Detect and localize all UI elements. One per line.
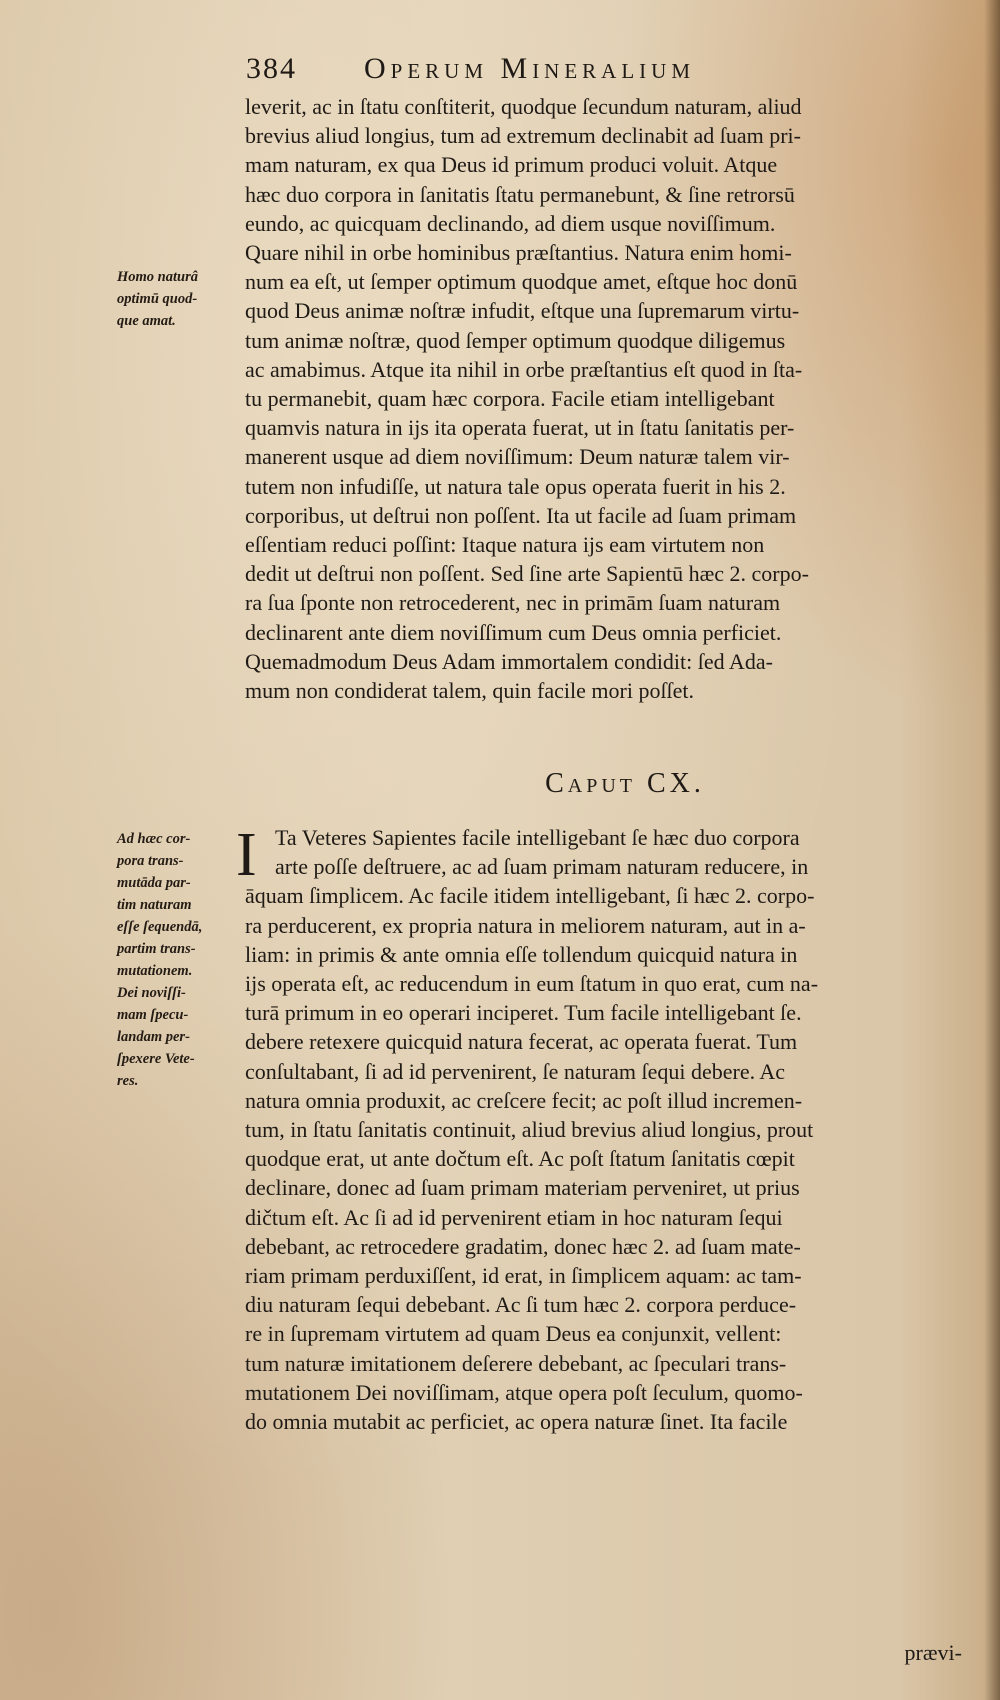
marginal-line: res. bbox=[117, 1073, 139, 1089]
text-line: Quemadmodum Deus Adam immortalem condidit: ſed Ada- bbox=[245, 648, 773, 674]
marginal-note-1 bbox=[117, 266, 198, 332]
text-line: riam primam perduxiſſent, id erat, in ſimplicem aquam: ac tam- bbox=[245, 1263, 802, 1289]
text-line: Ta Veteres Sapientes facile intelligebant ſe hæc duo corpora bbox=[275, 825, 800, 850]
page-edge-shadow bbox=[984, 0, 1000, 1700]
marginal-line: ſpexere Vete- bbox=[117, 1051, 195, 1067]
chapter-text-block bbox=[245, 823, 975, 1436]
text-line: mutationem Dei noviſſimam, atque opera poſt ſeculum, quomo- bbox=[245, 1379, 803, 1405]
text-line: debere retexere quicquid natura fecerat, ac operata fuerat. Tum bbox=[245, 1029, 798, 1055]
text-line: eundo, ac quicquam declinando, ad diem usque noviſſimum. bbox=[245, 210, 776, 236]
marginal-line: landam per- bbox=[117, 1029, 190, 1045]
marginal-line: mam ſpecu- bbox=[117, 1007, 189, 1023]
text-line: dedit ut deſtrui non poſſent. Sed ſine arte Sapientū hæc 2. corpo- bbox=[245, 561, 809, 587]
text-line: āquam ſimplicem. Ac facile itidem intelligebant, ſi hæc 2. corpo- bbox=[245, 883, 815, 909]
text-line: do omnia mutabit ac perficiet, ac opera naturæ ſinet. Ita facile bbox=[245, 1409, 788, 1435]
chapter-heading: Caput CX. bbox=[545, 768, 705, 799]
text-line: mum non condiderat talem, quin facile mori poſſet. bbox=[245, 678, 695, 704]
text-line: natura omnia produxit, ac creſcere fecit; ac poſt illud incremen- bbox=[245, 1087, 803, 1113]
marginal-line: mutationem. bbox=[117, 963, 193, 979]
text-line: manerent usque ad diem noviſſimum: Deum naturæ talem vir- bbox=[245, 444, 790, 470]
marginal-line: Dei noviſſi- bbox=[117, 985, 186, 1001]
marginal-line: Homo naturâ bbox=[117, 269, 198, 285]
text-line: arte poſſe deſtruere, ac ad ſuam primam naturam reducere, in bbox=[275, 854, 809, 880]
text-line: conſultabant, ſi ad id pervenirent, ſe naturam ſequi debere. Ac bbox=[245, 1058, 786, 1084]
page-number: 384 bbox=[246, 52, 297, 85]
text-line: hæc duo corpora in ſanitatis ſtatu permanebunt, & ſine retrorsū bbox=[245, 181, 795, 207]
text-line: declinarent ante diem noviſſimum cum Deus omnia perficiet. bbox=[245, 619, 782, 645]
running-title: Operum Mineralium bbox=[364, 52, 696, 85]
text-line: tutem non infudiſſe, ut natura tale opus operata fuerit in his 2. bbox=[245, 473, 786, 499]
catchword: prævi- bbox=[904, 1640, 962, 1665]
text-line: corporibus, ut deſtrui non poſſent. Ita ut facile ad ſuam primam bbox=[245, 502, 797, 528]
text-line: tum animæ noſtræ, quod ſemper optimum quodque diligemus bbox=[245, 327, 786, 353]
main-text-block bbox=[245, 92, 975, 705]
text-line: mam naturam, ex qua Deus id primum produci voluit. Atque bbox=[245, 152, 778, 178]
text-line: dičtum eſt. Ac ſi ad id pervenirent etiam in hoc naturam ſequi bbox=[245, 1204, 783, 1230]
marginal-line: partim trans- bbox=[117, 941, 196, 957]
drop-cap: I bbox=[236, 821, 257, 889]
text-line: tu permanebit, quam hæc corpora. Facile etiam intelligebant bbox=[245, 386, 775, 412]
running-header bbox=[246, 52, 946, 96]
text-line: Quare nihil in orbe hominibus præſtantius. Natura enim homi- bbox=[245, 240, 792, 266]
text-line: num ea eſt, ut ſemper optimum quodque amet, eſtque hoc donū bbox=[245, 269, 798, 295]
text-line: ac amabimus. Atque ita nihil in orbe præſtantius eſt quod in ſta- bbox=[245, 356, 803, 382]
text-line: liam: in primis & ante omnia eſſe tollendum quicquid natura in bbox=[245, 941, 798, 967]
text-line: leverit, ac in ſtatu conſtiterit, quodque ſecundum naturam, aliud bbox=[245, 94, 802, 119]
marginal-line: optimū quod- bbox=[117, 291, 198, 307]
text-line: tum naturæ imitationem deſerere debebant, ac ſpeculari trans- bbox=[245, 1350, 787, 1376]
marginal-note-2 bbox=[117, 828, 202, 1092]
text-line: debebant, ac retrocedere gradatim, donec hæc 2. ad ſuam mate- bbox=[245, 1233, 801, 1259]
text-line: ijs operata eſt, ac reducendum in eum ſtatum in quo erat, cum na- bbox=[245, 971, 819, 997]
marginal-line: mutāda par- bbox=[117, 875, 191, 891]
marginal-line: eſſe ſequendā, bbox=[117, 919, 203, 935]
text-line: ra ſua ſponte non retrocederent, nec in primām ſuam naturam bbox=[245, 590, 781, 616]
text-line: re in ſupremam virtutem ad quam Deus ea conjunxit, vellent: bbox=[245, 1321, 782, 1347]
marginal-line: que amat. bbox=[117, 313, 176, 329]
text-line: turā primum in eo operari inciperet. Tum facile intelligebant ſe. bbox=[245, 1000, 802, 1026]
text-line: quod Deus animæ noſtræ infudit, eſtque una ſupremarum virtu- bbox=[245, 298, 800, 324]
marginal-line: tim naturam bbox=[117, 897, 192, 913]
text-line: brevius aliud longius, tum ad extremum declinabit ad ſuam pri- bbox=[245, 123, 801, 149]
text-line: quamvis natura in ijs ita operata fuerat, ut in ſtatu ſanitatis per- bbox=[245, 415, 795, 441]
text-line: declinare, donec ad ſuam primam materiam perveniret, ut prius bbox=[245, 1175, 800, 1201]
text-line: tum, in ſtatu ſanitatis continuit, aliud brevius aliud longius, prout bbox=[245, 1117, 814, 1143]
text-line: diu naturam ſequi debebant. Ac ſi tum hæc 2. corpora perduce- bbox=[245, 1292, 797, 1318]
text-line: ra perducerent, ex propria natura in meliorem naturam, aut in a- bbox=[245, 912, 806, 938]
marginal-line: Ad hæc cor- bbox=[117, 831, 191, 847]
text-line: quodque erat, ut ante dočtum eſt. Ac poſt ſtatum ſanitatis cœpit bbox=[245, 1146, 795, 1172]
marginal-line: pora trans- bbox=[117, 853, 184, 869]
text-line: eſſentiam reduci poſſint: Itaque natura ijs eam virtutem non bbox=[245, 532, 765, 558]
